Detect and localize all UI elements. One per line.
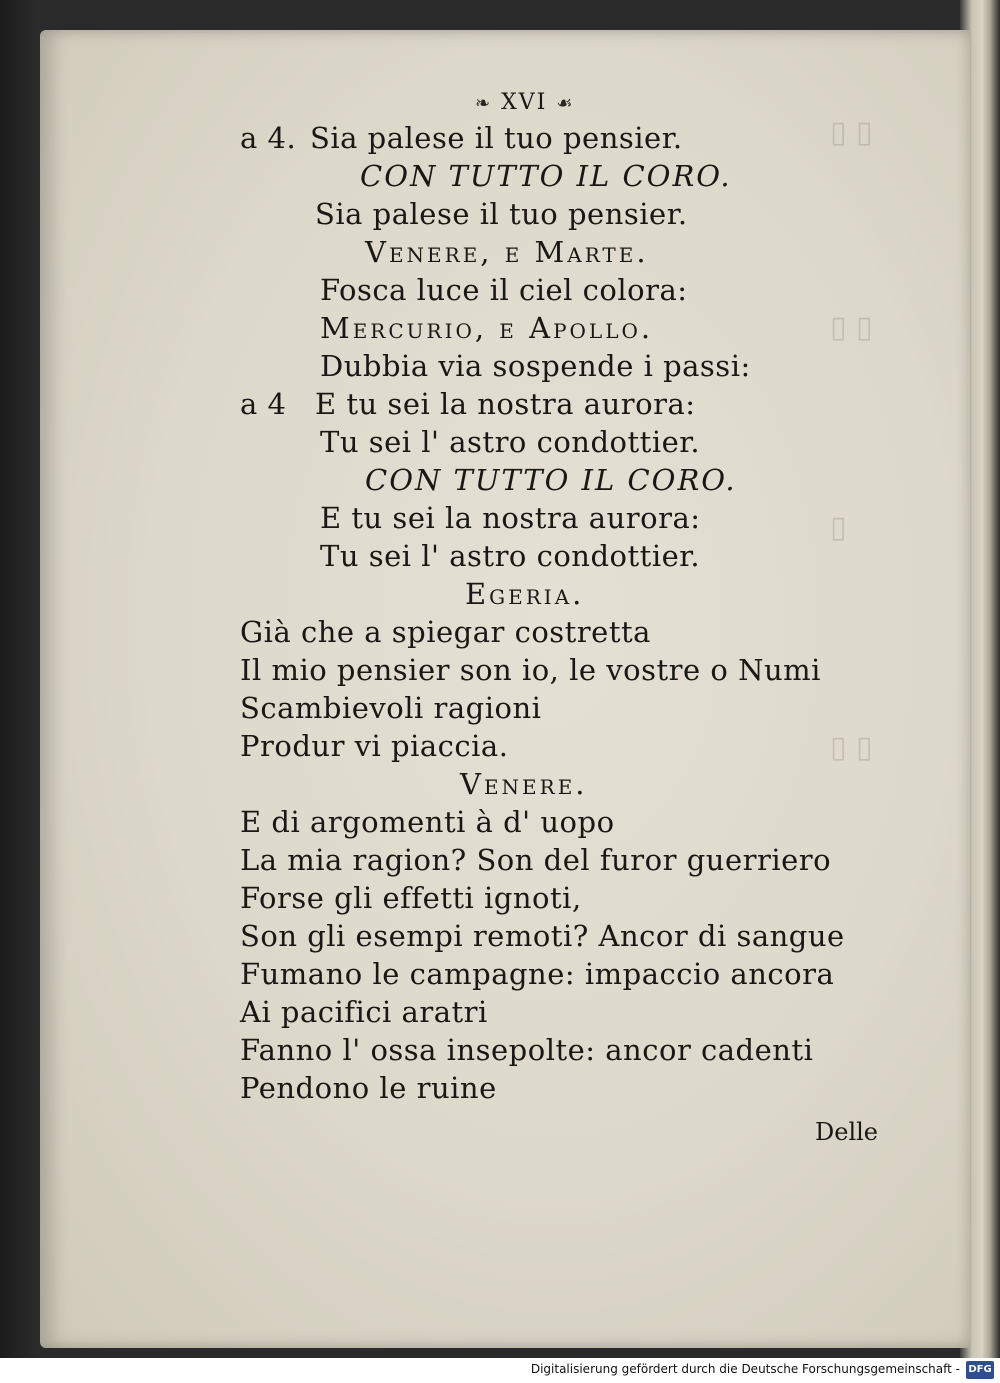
speaker-mark: a 4 [240, 387, 287, 421]
speaker-mark: a 4. [240, 121, 297, 155]
bleed-through-mark: ▯ ▯ [830, 115, 873, 150]
verse-line: Son gli esempi remoti? Ancor di sangue [240, 919, 845, 953]
verse-line [240, 120, 683, 156]
running-head [475, 90, 574, 115]
verse-line: Scambievoli ragioni [240, 691, 542, 725]
bleed-through-mark: ▯ [830, 510, 847, 545]
fleuron-right-icon: ☙ [556, 93, 575, 114]
verse-line: E tu sei la nostra aurora: [320, 501, 701, 535]
verse-line: E di argomenti à d' uopo [240, 805, 615, 839]
fleuron-left-icon: ❧ [475, 93, 493, 114]
catchword: Delle [815, 1118, 878, 1146]
verse-text: E tu sei la nostra aurora: [315, 387, 696, 421]
verse-line: Sia palese il tuo pensier. [315, 197, 688, 231]
speaker-heading: Venere. [460, 767, 588, 801]
verse-line: Fanno l' ossa insepolte: ancor cadenti [240, 1033, 814, 1067]
verse-line: Tu sei l' astro condottier. [320, 425, 701, 459]
stage-heading: CON TUTTO IL CORO. [365, 463, 737, 497]
book-page [40, 30, 970, 1348]
verse-line: Già che a spiegar costretta [240, 615, 651, 649]
page-number: XVI [501, 90, 548, 115]
funding-credit: Digitalisierung gefördert durch die Deutsche Forschungsgemeinschaft - [530, 1362, 960, 1376]
footer-bar [0, 1358, 1000, 1383]
speaker-heading: Mercurio, e Apollo. [320, 311, 654, 345]
speaker-heading: Egeria. [465, 577, 585, 611]
verse-line: Il mio pensier son io, le vostre o Numi [240, 653, 821, 687]
verse-text: Sia palese il tuo pensier. [310, 121, 683, 155]
speaker-heading: Venere, e Marte. [365, 235, 649, 269]
verse-line: Tu sei l' astro condottier. [320, 539, 701, 573]
verse-line: La mia ragion? Son del furor guerriero [240, 843, 832, 877]
page-text [40, 30, 970, 1348]
verse-line: Fosca luce il ciel colora: [320, 273, 688, 307]
verse-line: Fumano le campagne: impaccio ancora [240, 957, 835, 991]
bleed-through-mark: ▯ ▯ [830, 310, 873, 345]
stage-heading: CON TUTTO IL CORO. [360, 159, 732, 193]
verse-line [240, 386, 696, 422]
verse-line: Pendono le ruine [240, 1071, 497, 1105]
book-binding-left [0, 0, 40, 1358]
verse-line: Forse gli effetti ignoti, [240, 881, 582, 915]
verse-line: Produr vi piaccia. [240, 729, 509, 763]
verse-line: Ai pacifici aratri [240, 995, 488, 1029]
bleed-through-mark: ▯ ▯ [830, 730, 873, 765]
verse-line: Dubbia via sospende i passi: [320, 349, 751, 383]
dfg-logo-icon: DFG [966, 1361, 994, 1379]
